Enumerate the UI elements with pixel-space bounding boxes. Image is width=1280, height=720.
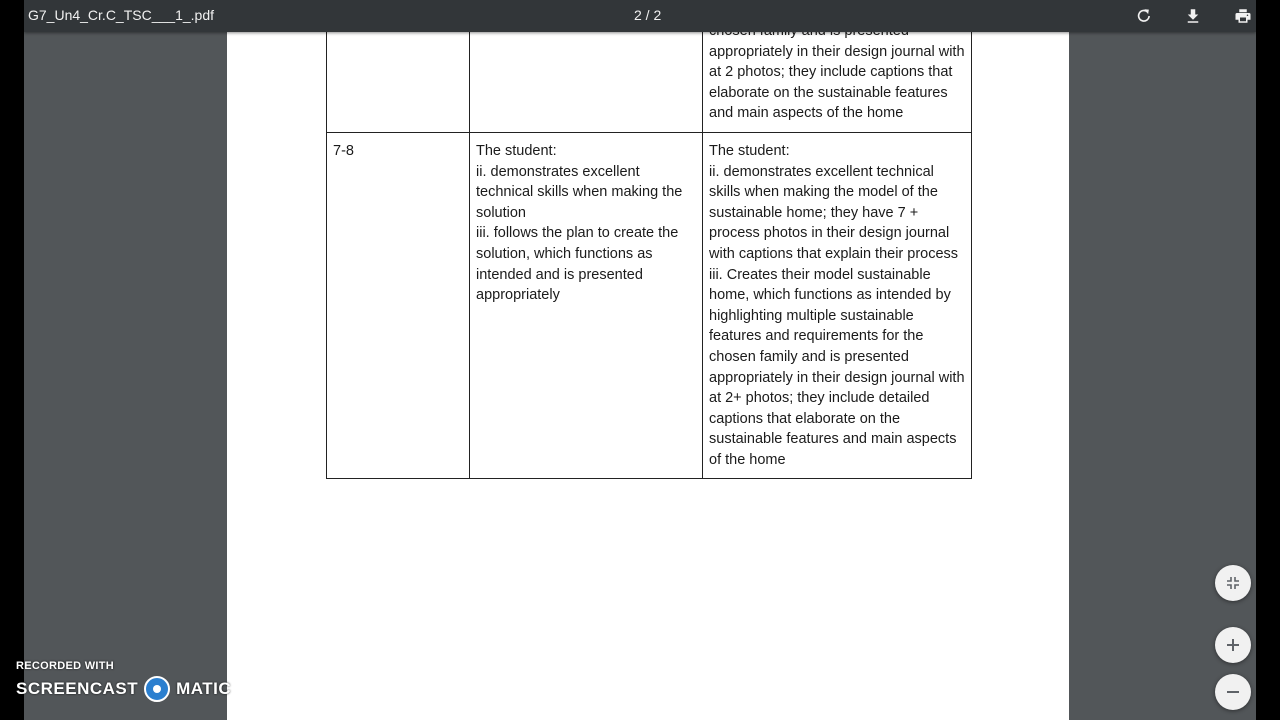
- fit-to-page-icon: [1225, 575, 1241, 591]
- print-button[interactable]: [1230, 3, 1256, 29]
- zoom-out-icon: [1225, 684, 1241, 700]
- download-button[interactable]: [1180, 3, 1206, 29]
- print-icon: [1234, 7, 1252, 25]
- watermark-recorded-with: RECORDED WITH: [16, 660, 115, 672]
- rotate-button[interactable]: [1131, 3, 1157, 29]
- watermark-brand-right: MATIC: [176, 679, 232, 698]
- zoom-in-button[interactable]: [1215, 627, 1251, 663]
- screencast-logo-icon: [144, 676, 170, 702]
- watermark-brand: [16, 676, 231, 702]
- task-specific-cell: The student: ii. demonstrates excellent technical skills when making the model of the sustainable home; they have 7 + process photos in their design journal with captions that explain their process iii. Creates their model sustainable home, which functions as intended by highlighting multiple sustainable features and requirements for the chosen family and is presented appropriately in their design journal with at 2+ photos; they include detailed captions that elaborate on the sustainable features and main aspects of the home: [703, 132, 972, 479]
- rubric-table: [326, 12, 972, 479]
- page-indicator: 2 / 2: [634, 7, 662, 23]
- pdf-toolbar: [24, 0, 1256, 32]
- screencast-watermark: [16, 660, 231, 702]
- file-name: G7_Un4_Cr.C_TSC___1_.pdf: [28, 7, 214, 23]
- pdf-viewer: [24, 0, 1256, 720]
- table-row: [327, 132, 972, 479]
- level-cell: 7-8: [327, 132, 470, 479]
- download-icon: [1184, 7, 1202, 25]
- zoom-out-button[interactable]: [1215, 674, 1251, 710]
- rotate-icon: [1135, 7, 1153, 25]
- pdf-page: [227, 32, 1069, 720]
- watermark-brand-left: SCREENCAST: [16, 679, 139, 698]
- zoom-in-icon: [1225, 637, 1241, 653]
- task-specific-cell: appropriately in their design journal with at 2 photos; they include captions that elaborate on the sustainable features and main aspects of the home: [703, 13, 972, 133]
- criteria-cell: The student: ii. demonstrates excellent technical skills when making the solution iii. follows the plan to create the solution, which functions as intended and is presented appropriately: [470, 132, 703, 479]
- fit-to-page-button[interactable]: [1215, 565, 1251, 601]
